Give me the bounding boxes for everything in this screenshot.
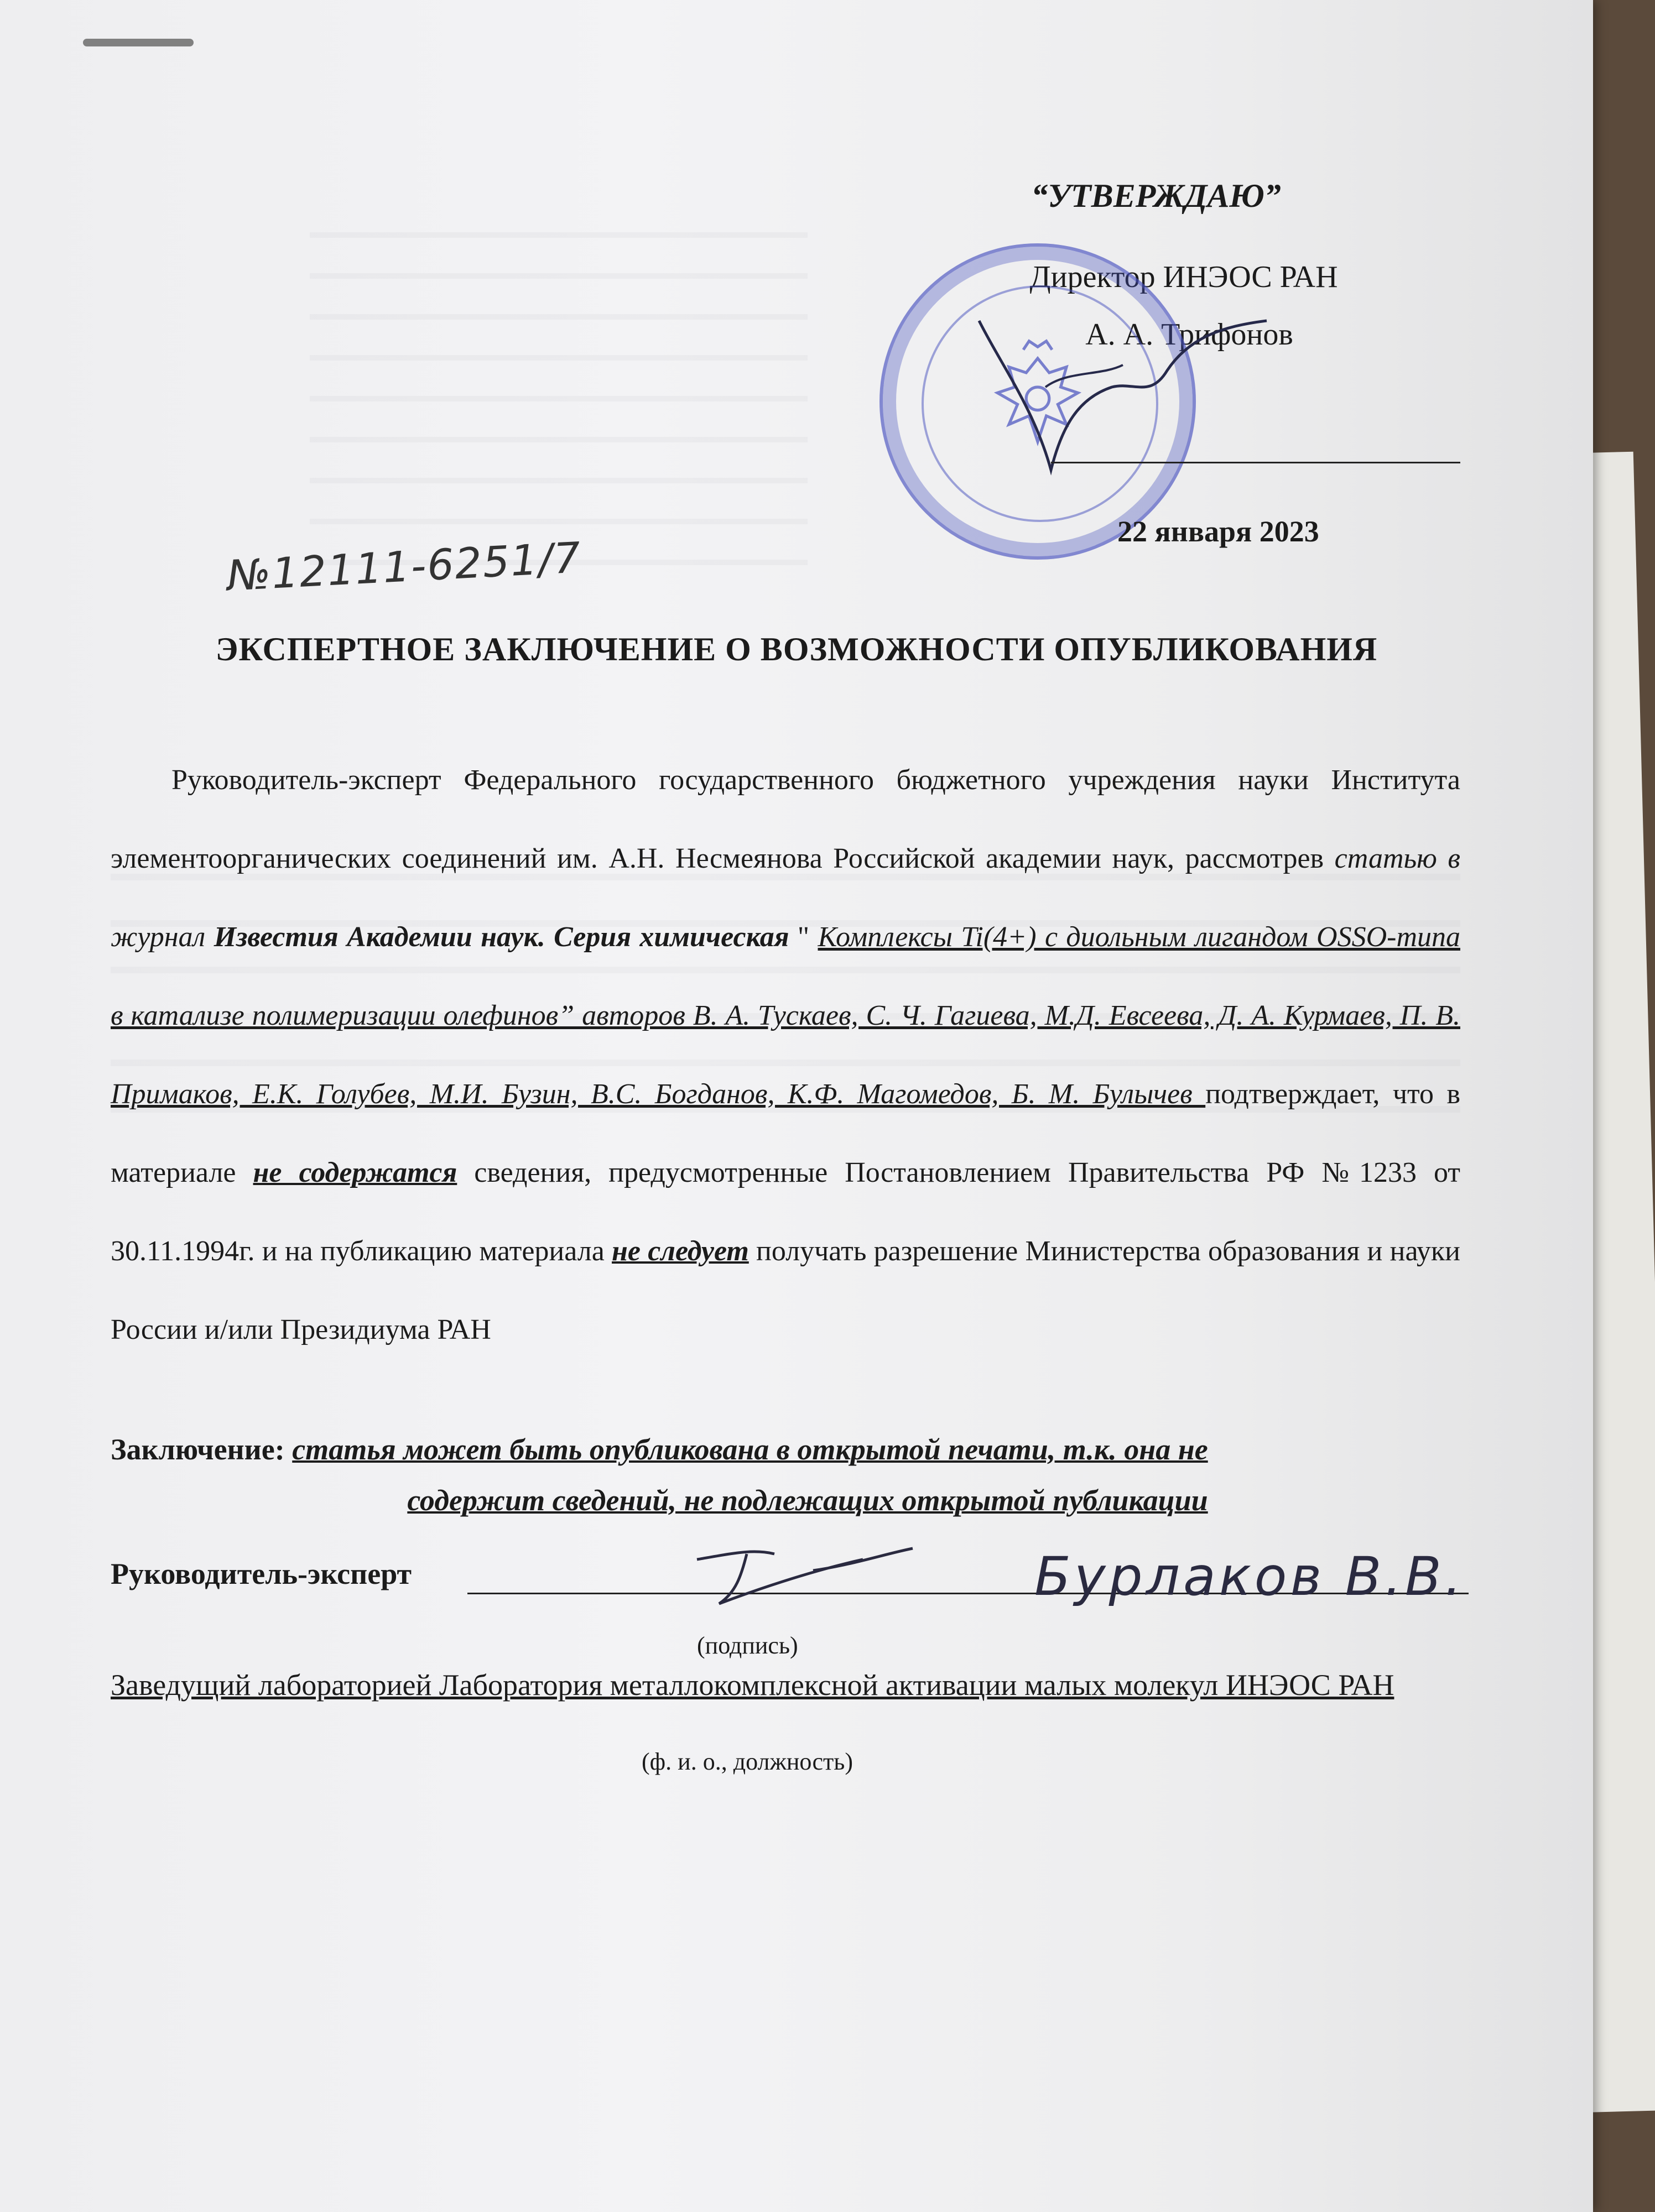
director-signature [968,288,1278,498]
expert-signature [686,1537,918,1615]
expert-label: Руководитель-эксперт [111,1557,412,1590]
conclusion-line-1: статья может быть опубликована в открытой печати, т.к. она не [292,1433,1208,1466]
body-not-contained: не содержатся [253,1157,457,1188]
approval-name: А. А. Трифонов [1085,317,1293,352]
body-quote-open: " [789,921,818,953]
paper-clip [83,39,194,46]
approval-date: 22 января 2023 [1117,515,1319,548]
body-end: получать разрешение Министерства образования и науки России и/или Президиума РАН [111,1235,1460,1345]
approval-signature-line [1051,462,1460,463]
conclusion-block [111,1424,1460,1526]
conclusion-line-2: содержит сведений, не подлежащих открытой публикации [407,1484,1208,1517]
body-article-type: статью в журнал [111,843,1460,953]
expert-position: Заведущий лабораторией Лаборатория металлокомплексной активации малых молекул ИНЭОС РАН [111,1668,1394,1702]
document-title: ЭКСПЕРТНОЕ ЗАКЛЮЧЕНИЕ О ВОЗМОЖНОСТИ ОПУБЛИКОВАНИЯ [215,631,1378,667]
body-middle: сведения, предусмотренные Постановлением Правительства РФ №1233 от 30.11.1994г. и на публикацию материала [111,1157,1460,1267]
approval-position: Директор ИНЭОС РАН [1029,260,1338,294]
body-journal: Известия Академии наук. Серия химическая [214,921,789,953]
body-not-required: не следует [612,1235,749,1267]
signature-caption: (подпись) [697,1632,798,1659]
approval-title: “УТВЕРЖДАЮ” [1031,178,1281,214]
body-intro: Руководитель-эксперт Федерального государственного бюджетного учреждения науки Института элементоорганических соединений им. А.Н. Несмеянова Российской академии наук, рассмотрев [111,764,1460,874]
position-caption: (ф. и. о., должность) [642,1748,853,1775]
conclusion-label: Заключение: [111,1433,285,1466]
registration-number: №12111-6251/7 [226,533,583,601]
expert-handwritten-name: Бурлаков В.В. [1034,1546,1465,1608]
bleed-through-block-left [310,232,808,586]
body-paragraph [111,741,1460,1369]
body-article-title: Комплексы Ti(4+) с диольным лигандом OSSO-типа в катализе полимеризации олефинов” авторов В. А. Тускаев, С. Ч. Гагиева, М.Д. Евсеева, Д. А. Курмаев, П. В. Примаков, Е.К. Голубев, М.И. Бузин, В.С. Богданов, К.Ф. Магомедов, Б. М. Булычев [111,921,1460,1110]
body-confirms: подтверждает, что в материале [111,1078,1460,1188]
